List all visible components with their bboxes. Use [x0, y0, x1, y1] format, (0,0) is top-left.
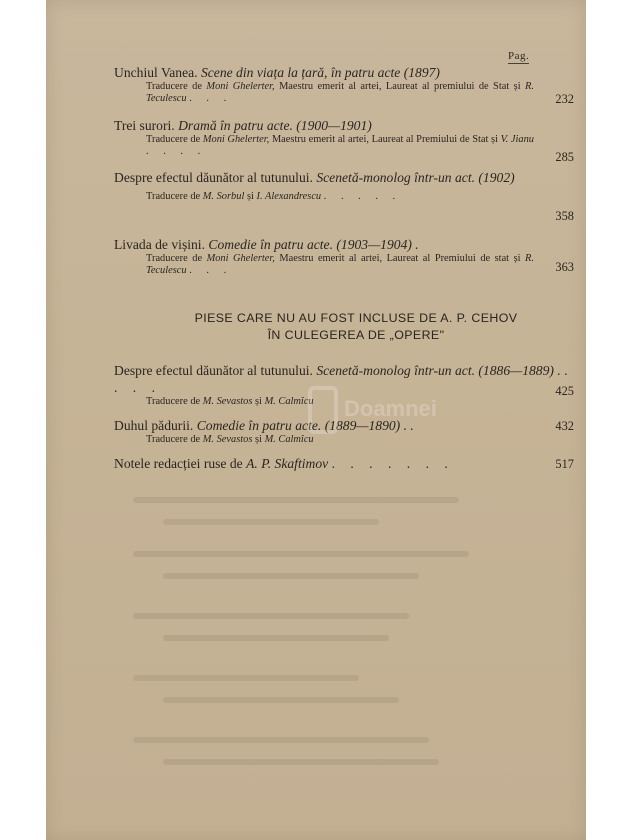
page-number: 517: [555, 457, 574, 471]
bleed-through: [126, 490, 546, 790]
entry-translation: Traducere de M. Sevastos și M. Calmîcu: [146, 396, 314, 407]
toc-entry: [114, 117, 580, 164]
svg-text:Doamnei: Doamnei: [344, 396, 437, 421]
entry-title: Despre efectul dăunător al tutunului. Scenetă-monolog într-un act. (1886—1889) . . . . .: [114, 363, 574, 395]
entry-title: Trei surori. Dramă în patru acte. (1900—1901): [114, 118, 372, 133]
page-number: 363: [555, 260, 574, 274]
entry-title: Notele redacției ruse de A. P. Skaftimov . . . . . . .: [114, 456, 454, 471]
entry-title: Duhul pădurii. Comedie în patru acte. (1889—1890) . .: [114, 418, 414, 433]
entry-title: Livada de vișini. Comedie în patru acte. (1903—1904) .: [114, 237, 419, 252]
page-number: 232: [555, 92, 574, 106]
entry-translation: Traducere de M. Sorbul și I. Alexandrescu . . . . .: [146, 191, 402, 202]
page-number: 425: [555, 384, 574, 398]
page-number: 285: [555, 150, 574, 164]
watermark-icon: [308, 382, 438, 442]
book-page: [46, 0, 586, 840]
page-number: 358: [555, 209, 574, 223]
section-heading: PIESE CARE NU AU FOST INCLUSE DE A. P. CEHOV ÎN CULEGEREA DE „OPERE": [194, 311, 518, 342]
page-number: 432: [555, 419, 574, 433]
toc-entry: [114, 236, 580, 276]
entry-translation: Traducere de Moni Ghelerter, Maestru emerit al artei, Laureat al Premiului de Stat și V. Jianu . . . .: [146, 134, 534, 157]
entry-translation: Traducere de M. Sevastos și M. Calmîcu: [146, 434, 314, 445]
entry-title: Despre efectul dăunător al tutunului. Scenetă-monolog într-un act. (1902): [114, 170, 515, 185]
watermark-logo: [308, 382, 438, 442]
toc-entry: [114, 169, 580, 223]
entry-title: Unchiul Vanea. Scene din viața la țară, în patru acte (1897): [114, 65, 440, 80]
entry-translation: Traducere de Moni Ghelerter, Maestru emerit al artei, Laureat al Premiului de stat și R. Teculescu . . .: [146, 253, 534, 276]
toc-entry: [114, 64, 580, 104]
page-column-label: Pag.: [508, 50, 530, 62]
toc-entry: [114, 455, 580, 472]
bleed-through-lines: [126, 490, 546, 790]
entry-translation: Traducere de Moni Ghelerter, Maestru emerit al artei, Laureat al premiului de Stat și R. Teculescu . . .: [146, 81, 534, 104]
